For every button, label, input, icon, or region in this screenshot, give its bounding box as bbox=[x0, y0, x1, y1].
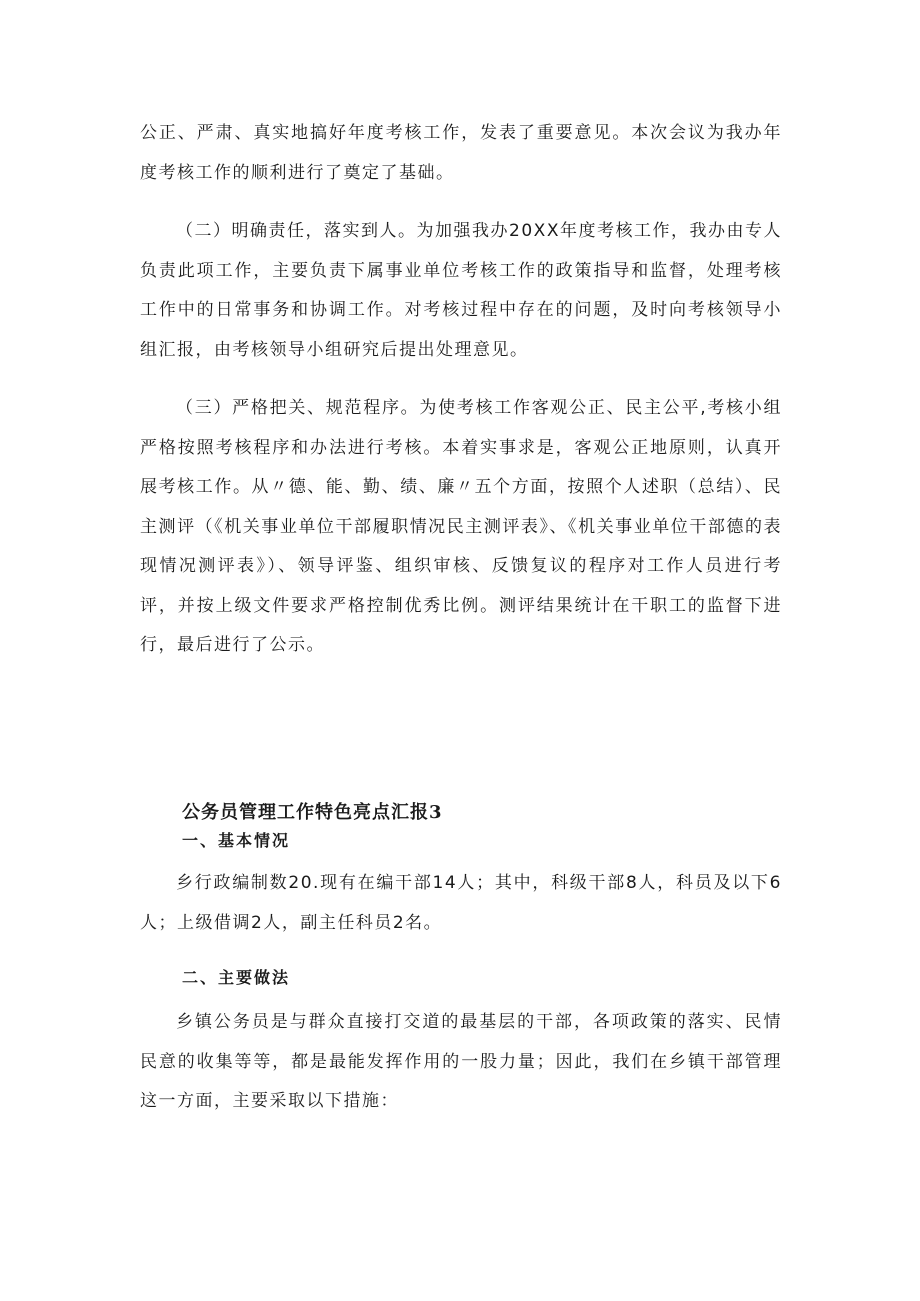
section-heading-main-practices: 二、主要做法 bbox=[182, 968, 291, 987]
paragraph-main-practices: 乡镇公务员是与群众直接打交道的最基层的干部，各项政策的落实、民情民意的收集等等，都是最能发挥作用的一股力量；因此，我们在乡镇干部管理这一方面，主要采取以下措施： bbox=[140, 1012, 782, 1111]
section-title: 公务员管理工作特色亮点汇报3 bbox=[182, 802, 443, 823]
paragraph-basic-situation: 乡行政编制数20.现有在编干部14人；其中，科级干部8人，科员及以下6人；上级借调2人，副主任科员2名。 bbox=[140, 873, 782, 933]
paragraph-procedure: （三）严格把关、规范程序。为使考核工作客观公正、民主公平,考核小组严格按照考核程序和办法进行考核。本着实事求是，客观公正地原则，认真开展考核工作。从〃德、能、勤、绩、廉〃五个方面，按照个人述职（总结）、民主测评（《机关事业单位干部履职情况民主测评表》、《机关事业单位干部德的表现情况测评表》）、领导评鉴、组织审核、反馈复议的程序对工作人员进行考评，并按上级文件要求严格控制优秀比例。测评结果统计在干职工的监督下进行，最后进行了公示。 bbox=[140, 398, 782, 655]
section-heading-basic-situation: 一、基本情况 bbox=[182, 831, 291, 850]
paragraph-responsibility: （二）明确责任，落实到人。为加强我办20XX年度考核工作，我办由专人负责此项工作，主要负责下属事业单位考核工作的政策指导和监督，处理考核工作中的日常事务和协调工作。对考核过程中存在的问题，及时向考核领导小组汇报，由考核领导小组研究后提出处理意见。 bbox=[140, 221, 782, 360]
paragraph-continuation: 公正、严肃、真实地搞好年度考核工作，发表了重要意见。本次会议为我办年度考核工作的顺利进行了奠定了基础。 bbox=[140, 123, 782, 183]
